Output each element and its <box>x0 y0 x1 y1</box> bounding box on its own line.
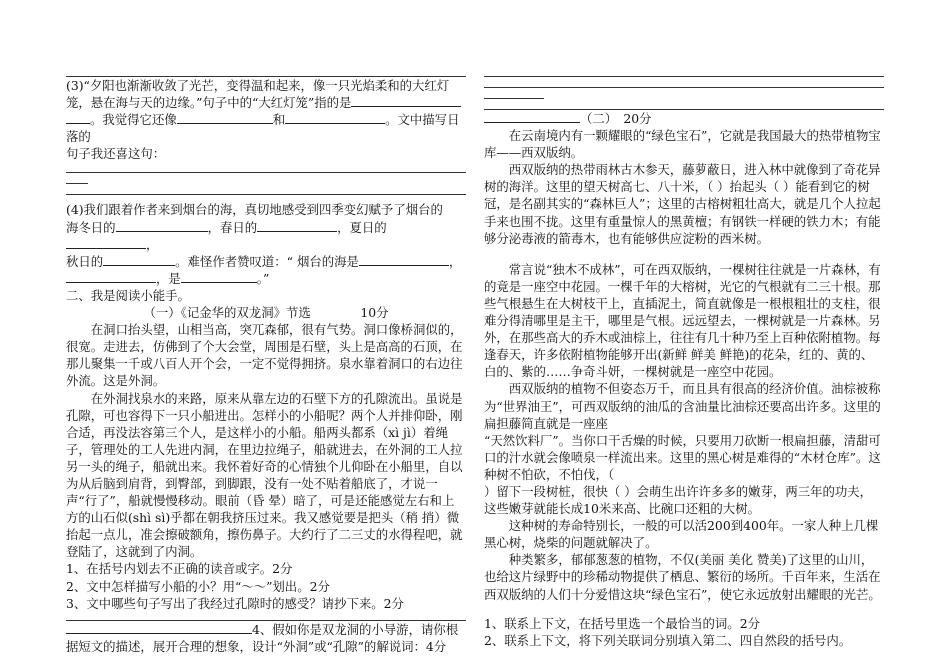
answer-line <box>484 66 884 77</box>
answer-blank[interactable] <box>66 621 252 634</box>
answer-blank[interactable] <box>285 111 385 124</box>
question-item-2: 2、文中怎样描写小船的小？用“～～”划出。2分 <box>66 578 330 594</box>
passage-2-paragraph-6: 种类繁多，郁郁葱葱的植物，不仅(美丽 美化 赞美)了这里的山川，也给这片绿野中的珍稀动物提供了栖息、繁衍的场所。千百年来，生活在西双版纳的人们十分爱惜这块“绿色宝石”，使它永远放射出耀眼的光芒。 <box>484 552 881 602</box>
question-3: (3)“夕阳也渐渐收敛了光芒，变得温和起来，像一只光焰柔和的大红灯笼，悬在海与天的边缘。”句子中的“大红灯笼”指的是 。我觉得它还像 和 。文中描写日落的 句子我还喜这句： <box>66 78 460 162</box>
answer-blank[interactable] <box>116 219 208 232</box>
right-question-1: 1、联系上下文，在括号里选一个最恰当的词。2分 <box>484 615 760 631</box>
right-question-2: 2、联系上下文，将下列关联词分别填入第二、四自然段的括号内。 <box>484 632 852 648</box>
answer-line <box>484 88 544 99</box>
answer-blank[interactable] <box>177 111 273 124</box>
answer-blank[interactable] <box>66 236 146 249</box>
passage-2-paragraph-3: 常言说“独木不成林”，可在西双版纳，一棵树往往就是一片森林，有的竟是一座空中花园。一棵千年的大榕树，光它的气根就有二三十根。那些气根悬生在大树枝干上，直插泥土，简直就像是一根根粗壮的支柱，很难分得清哪里是主干，哪里是气根。远远望去，一棵树就是一片森林。另外，在那些高大的乔木或油棕上，往往有几十种乃至上百种依附植物。每逢春天，许多依附植物能够开出(新鲜 鲜美 鲜艳)的花朵，红的、黄的、白的、紫的……争奇斗妍，一棵树就是一座空中花园。 <box>484 261 881 380</box>
passage-2-paragraph-4-cont: “天然饮料厂”。当你口干舌燥的时候，只要用刀砍断一根扁担藤，清甜可口的汁水就会像喷泉一样流出来。这里的黑心树是难得的“木材仓库”。这种树不怕砍，不怕伐，（ <box>484 432 881 482</box>
answer-line <box>66 173 88 184</box>
passage-1-title: （一）《记金华的双龙洞》节选 10分 <box>143 305 389 321</box>
answer-blank[interactable] <box>359 253 449 266</box>
passage-2-paragraph-4: 西双版纳的植物不但姿态万千，而且具有很高的经济价值。油棕被称为“世界油王”，可西双版纳的油瓜的含油量比油棕还要高出许多。这里的扁担藤简直就是一座座 <box>484 381 881 431</box>
answer-line <box>66 184 466 195</box>
question-item-4: 4、假如你是双龙洞的小导游，请你根据短文的描述，展开合理的想象，设计“外洞”或“孔隙”的解说词：4分 <box>66 621 459 654</box>
answer-blank[interactable] <box>181 270 257 283</box>
passage-2-paragraph-5: 这种树的寿命特别长，一般的可以活200到400年。一家人种上几棵黑心树，烧柴的问题就解决了。 <box>484 518 879 551</box>
passage-1-paragraph-1: 在洞口抬头望，山相当高，突兀森郁，很有气势。洞口像桥洞似的，很宽。走进去，仿佛到了个大会堂，周围是石壁，头上是高高的石顶，在那儿聚集一千或八百人开个会，一定不觉得拥挤。泉水靠着洞口的右边往外流。这是外洞。 <box>66 322 463 389</box>
answer-blank[interactable] <box>484 110 580 123</box>
question-item-1: 1、在括号内划去不正确的读音或字。2分 <box>66 561 293 577</box>
question-4: (4)我们跟着作者来到烟台的海，真切地感受到四季变幻赋予了烟台的 海冬日的 ，春日的 ，夏日的， 秋日的 。难怪作者赞叹道：“ 烟台的海是 ， ，是 。” <box>66 202 462 286</box>
answer-blank[interactable] <box>66 270 156 283</box>
answer-blank[interactable] <box>103 253 175 266</box>
answer-line <box>484 99 884 110</box>
left-column <box>66 66 466 655</box>
answer-blank[interactable] <box>351 94 461 107</box>
passage-2-paragraph-1: 在云南境内有一颗耀眼的“绿色宝石”，它就是我国最大的热带植物宝库——西双版纳。 <box>484 128 881 161</box>
passage-1-paragraph-2: 在外洞找泉水的来路，原来从靠左边的石壁下方的孔隙流出。虽说是孔隙，可也容得下一只小船进出。怎样小的小船呢？两个人并排仰卧，刚合适，再没法容第三个人，是这样小的小船。船两头都系（xì jì）着绳子，管理处的工人先进内洞，在里边拉绳子，船就进去，在外洞的工人拉另一头的绳子，船就出来。我怀着好奇的心情独个儿仰卧在小船里，自以为从后脑到肩背，到臀部，到脚跟，没有一处不贴着船底了，才说一声“行了”，船就慢慢移动。眼前（昏 晕）暗了，可是还能感觉左右和上方的山石似(shì sì)乎都在朝我挤压过来。我又感觉要是把头（稍 捎）微抬起一点儿，准会擦破额角，擦伤鼻子。大约行了二三丈的水得程吧，就登陆了，这就到了内洞。 <box>66 390 463 560</box>
answer-line <box>66 66 466 77</box>
answer-line <box>484 77 884 88</box>
right-column <box>484 66 884 649</box>
section-heading: 二、我是阅读小能手。 <box>66 287 190 303</box>
passage-2-title: （二） 20分 <box>484 110 884 127</box>
answer-line <box>66 162 466 173</box>
question-item-3: 3、文中哪些句子写出了我经过孔隙时的感受？请抄下来。2分 <box>66 595 404 611</box>
passage-2-paragraph-4-end: ）留下一段树桩，很快（ ）会萌生出许许多多的嫩芽，两三年的功夫，这些嫩芽就能长成10米来高、比碗口还粗的大树。 <box>484 483 873 517</box>
answer-line <box>66 612 466 621</box>
answer-blank[interactable] <box>257 219 337 232</box>
answer-blank[interactable] <box>66 111 90 124</box>
passage-2-paragraph-2: 西双版纳的热带雨林古木参天，藤萝蔽日，进入林中就像到了奇花异树的海洋。这里的望天树高七、八十米，（ ）抬起头（ ）能看到它的树冠，是名副其实的“森林巨人”；这里的古榕树粗壮高大，就是几个人拉起手来也围不拢。这里有重量惊人的黑黄檀；有钢铁一样硬的铁力木；有能够分泌毒液的箭毒木，也有能够供应淀粉的西米树。 <box>484 162 881 246</box>
